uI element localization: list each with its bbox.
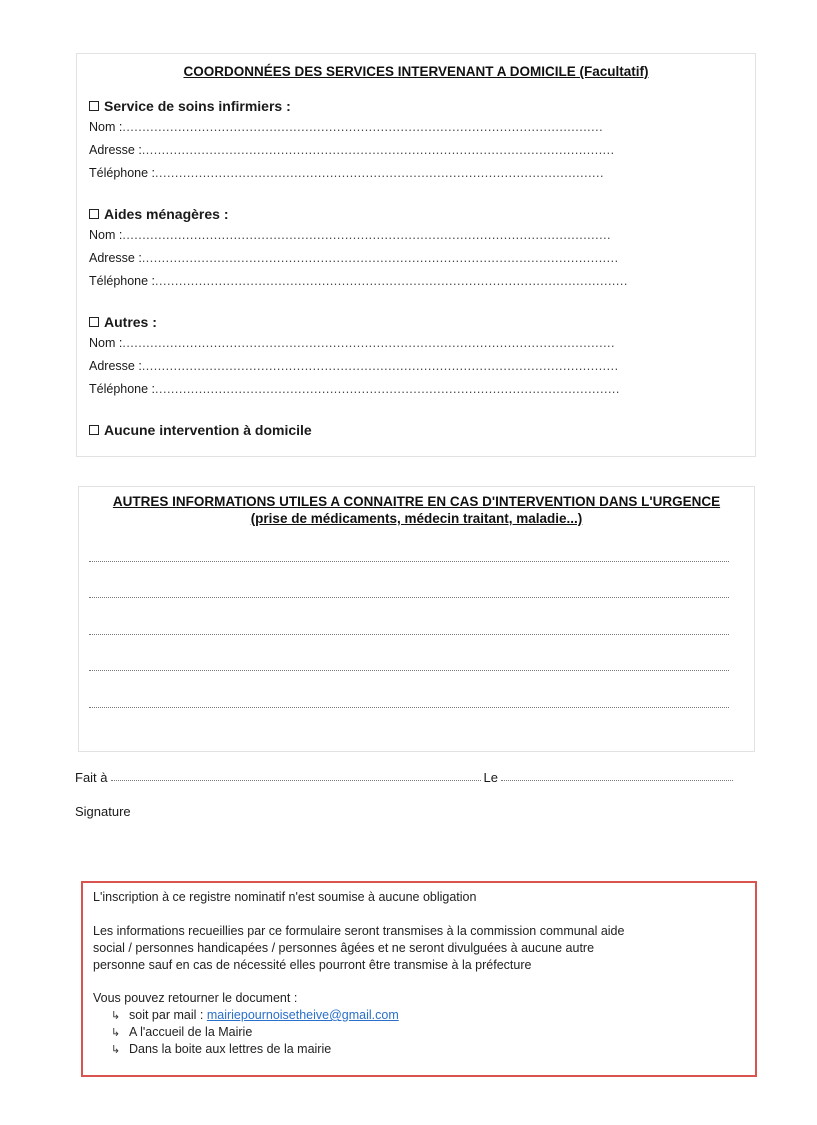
nursing-address-field[interactable]: .......................................................................................................................: [141, 143, 615, 157]
notice-para-line-1: Les informations recueillies par ce formulaire seront transmises à la commission communal aide: [93, 924, 625, 938]
return-option-mail: [111, 1007, 399, 1024]
nursing-phone-field[interactable]: .................................................................................................................: [155, 166, 604, 180]
others-checkbox[interactable]: [89, 317, 99, 327]
notice-para-line-2: social / personnes handicapées / personnes âgées et ne seront divulguées à aucune autre: [93, 941, 595, 955]
reception-text: A l'accueil de la Mairie: [129, 1025, 253, 1039]
made-at-label: Fait à: [75, 770, 108, 785]
others-section: [89, 312, 620, 401]
emergency-title: AUTRES INFORMATIONS UTILES A CONNAITRE EN CAS D'INTERVENTION DANS L'URGENCE (prise de médicaments, médecin traitant, maladie...): [112, 494, 721, 526]
nursing-heading: Service de soins infirmiers :: [104, 98, 291, 114]
services-section: [76, 53, 756, 457]
no-intervention-checkbox[interactable]: [89, 425, 99, 435]
notice-box: [81, 881, 757, 1077]
nursing-address-label: Adresse :: [89, 143, 142, 157]
no-intervention-section: [89, 420, 312, 440]
others-name-field[interactable]: ............................................................................................................................: [122, 336, 615, 350]
emergency-line-2[interactable]: [89, 597, 729, 598]
emergency-line-1[interactable]: [89, 561, 729, 562]
others-phone-label: Téléphone :: [89, 382, 156, 396]
mail-prefix: soit par mail :: [129, 1008, 204, 1022]
date-label: Le: [483, 770, 498, 785]
notice-para-line-3: personne sauf en cas de nécessité elles pourront être transmise à la préfecture: [93, 958, 532, 972]
housekeeping-address-label: Adresse :: [89, 251, 142, 265]
arrow-icon: ↳: [111, 1027, 121, 1039]
place-date-line: [75, 770, 736, 785]
housekeeping-phone-field[interactable]: .......................................................................................................................: [155, 274, 628, 288]
arrow-icon: ↳: [111, 1010, 121, 1022]
services-title: COORDONNÉES DES SERVICES INTERVENANT A DOMICILE (Facultatif): [183, 64, 649, 79]
housekeeping-section: [89, 204, 628, 293]
notice-line-1: L'inscription à ce registre nominatif n'est soumise à aucune obligation: [93, 890, 477, 904]
date-field[interactable]: [501, 780, 733, 781]
others-address-field[interactable]: ........................................................................................................................: [141, 359, 619, 373]
housekeeping-name-field[interactable]: ...........................................................................................................................: [122, 228, 612, 242]
emergency-line-3[interactable]: [89, 634, 729, 635]
emergency-line-5[interactable]: [89, 707, 729, 708]
made-at-field[interactable]: [111, 780, 481, 781]
nursing-phone-label: Téléphone :: [89, 166, 156, 180]
others-heading: Autres :: [104, 314, 157, 330]
mailbox-text: Dans la boite aux lettres de la mairie: [129, 1042, 332, 1056]
others-address-label: Adresse :: [89, 359, 142, 373]
nursing-checkbox[interactable]: [89, 101, 99, 111]
housekeeping-phone-label: Téléphone :: [89, 274, 156, 288]
arrow-icon: ↳: [111, 1044, 121, 1056]
return-option-mailbox: [111, 1041, 331, 1058]
housekeeping-name-label: Nom :: [89, 228, 123, 242]
nursing-name-label: Nom :: [89, 120, 123, 134]
email-link[interactable]: mairiepournoisetheive@gmail.com: [206, 1008, 399, 1022]
return-option-reception: [111, 1024, 252, 1041]
emergency-line-4[interactable]: [89, 670, 729, 671]
return-intro: Vous pouvez retourner le document :: [93, 991, 298, 1005]
others-phone-field[interactable]: .....................................................................................................................: [155, 382, 620, 396]
housekeeping-checkbox[interactable]: [89, 209, 99, 219]
nursing-name-field[interactable]: .........................................................................................................................: [122, 120, 604, 134]
nursing-section: [89, 96, 615, 185]
housekeeping-address-field[interactable]: ........................................................................................................................: [141, 251, 619, 265]
housekeeping-heading: Aides ménagères :: [104, 206, 229, 222]
signature-label: Signature: [75, 804, 131, 819]
others-name-label: Nom :: [89, 336, 123, 350]
emergency-section: [78, 486, 755, 752]
no-intervention-label: Aucune intervention à domicile: [104, 422, 312, 438]
